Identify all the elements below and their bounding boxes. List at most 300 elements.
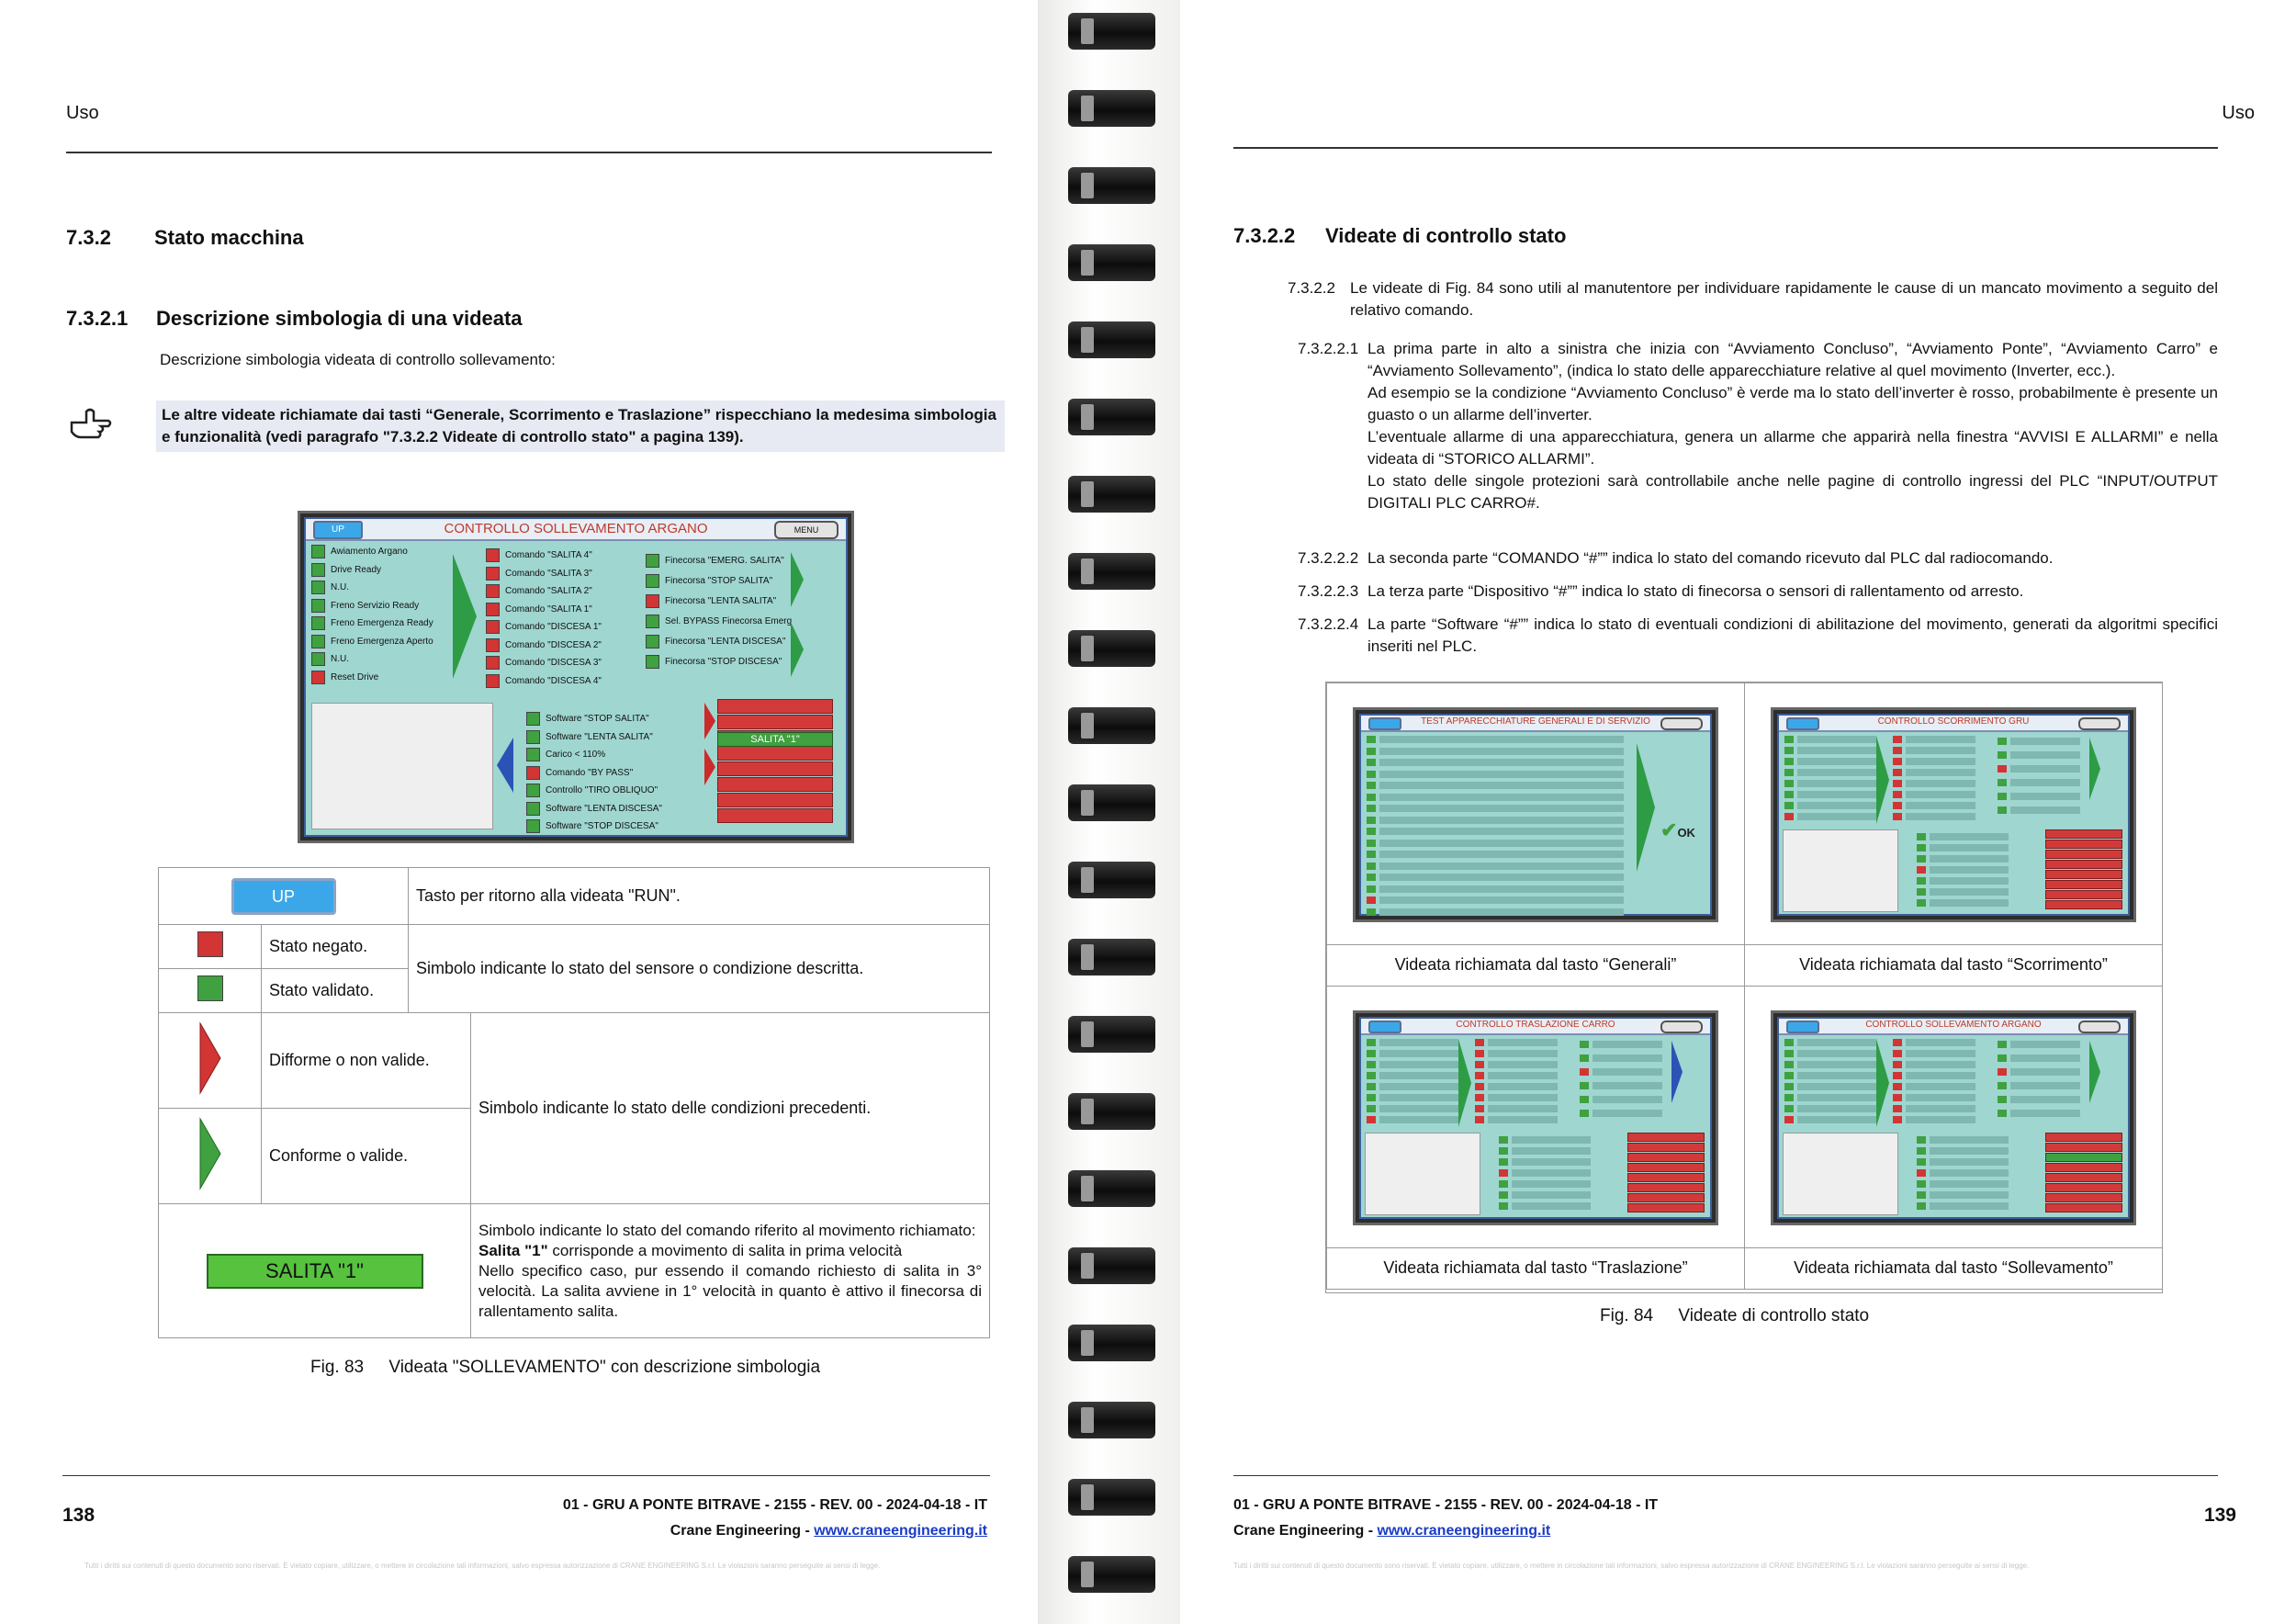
binding-coil (1068, 167, 1155, 204)
hmi-status-row (646, 594, 802, 609)
fig-84-caption (1600, 1306, 1869, 1326)
binding-coil (1068, 1093, 1155, 1130)
footer-rule (62, 1475, 990, 1476)
hmi-row-label: Comando "DISCESA 2" (505, 639, 602, 650)
hmi-row-label: Freno Servizio Ready (331, 600, 420, 611)
screen-cell (1744, 986, 2163, 1290)
paragraph-body (1367, 614, 2218, 658)
mini-limit-row (1580, 1068, 1662, 1076)
left-header: Uso (66, 103, 99, 123)
mini-hmi-panel (1777, 1017, 2130, 1219)
mini-software-row (1917, 844, 2009, 851)
hmi-status-row (311, 652, 449, 667)
hmi-status-row (526, 766, 692, 781)
screen-caption: Videata richiamata dal tasto “Scorrimento” (1799, 955, 2108, 974)
negated-label: Stato negato. (262, 925, 409, 969)
mini-red-bar (2045, 1163, 2122, 1172)
mini-software-row (1917, 866, 2009, 874)
mini-limit-row (1580, 1110, 1662, 1117)
left-header-rule (66, 152, 992, 153)
mini-empty-area (1365, 1133, 1480, 1215)
mini-arrow-green (1876, 736, 1889, 824)
mini-status-row (1367, 1083, 1458, 1090)
mini-status-row (1367, 1105, 1458, 1112)
binding-coil (1068, 630, 1155, 667)
binding-coil (1068, 1479, 1155, 1516)
salita-button-sample: SALITA "1" (207, 1254, 423, 1289)
status-square-icon (526, 766, 540, 780)
hmi-row-label: Comando "SALITA 1" (505, 603, 592, 615)
mini-arrow (2089, 1041, 2100, 1103)
mini-arrow (1671, 1041, 1683, 1103)
paragraph-item (1298, 614, 2218, 658)
mini-status-row (1367, 1061, 1458, 1068)
mini-status-row (1784, 791, 1876, 798)
binding-coil (1068, 1325, 1155, 1361)
mini-red-bar (1627, 1143, 1705, 1152)
status-square-icon (646, 574, 659, 588)
command-desc-rest: corrisponde a movimento di salita in prima velocità (547, 1241, 903, 1259)
mini-red-bar (2045, 870, 2122, 879)
paragraph-extra: Ad esempio se la condizione “Avviamento Concluso” è verde ma lo stato dell’inverter è rosso, probabilmente è presente un guasto o un allarme dell’inverter. (1367, 384, 2218, 423)
hmi-arrow-green (453, 554, 477, 679)
mini-status-row (1367, 748, 1624, 755)
status-square-icon (311, 581, 325, 594)
mini-command-row (1475, 1083, 1558, 1090)
status-square-icon (311, 545, 325, 558)
mini-limit-row (1998, 1054, 2080, 1062)
mini-hmi-screenshot (1771, 707, 2136, 922)
hmi-status-row (646, 655, 802, 670)
binding-coil (1068, 321, 1155, 358)
conforme-label: Conforme o valide. (262, 1109, 471, 1204)
paragraph-extra: L’eventuale allarme di una apparecchiatura, genera un allarme che apparirà nella finestra “AVVISI E ALLARMI” e nella videata di “STORICO ALLARMI”. (1367, 428, 2218, 468)
hmi-red-bar (717, 715, 833, 729)
mini-limit-row (1998, 1041, 2080, 1048)
mini-red-bar (2045, 1153, 2122, 1162)
mini-command-row (1475, 1116, 1558, 1123)
hmi-red-bar (717, 761, 833, 776)
paragraph-number: 7.3.2.2.4 (1298, 615, 1359, 633)
mini-title: CONTROLLO SCORRIMENTO GRU (1877, 716, 2030, 727)
mini-command-row (1475, 1039, 1558, 1046)
screen-caption: Videata richiamata dal tasto “Generali” (1394, 955, 1677, 974)
mini-status-row (1784, 802, 1876, 809)
mini-command-row (1893, 813, 1975, 820)
fig-title: Videate di controllo stato (1678, 1306, 1870, 1325)
hmi-status-row (486, 567, 633, 581)
status-square-icon (526, 784, 540, 797)
hmi-row-label: Comando "SALITA 4" (505, 550, 592, 561)
mini-status-row (1367, 828, 1624, 835)
checkmark-icon: ✔ (1660, 818, 1678, 841)
hmi-row-label: Software "STOP DISCESA" (546, 821, 658, 832)
hmi-row-label: Finecorsa "LENTA DISCESA" (665, 637, 786, 648)
hmi-red-bar (717, 746, 833, 761)
binding-coil (1068, 707, 1155, 744)
paragraph-body (1367, 338, 2218, 514)
paragraph-item (1298, 581, 2218, 603)
mini-command-row (1893, 1072, 1975, 1079)
mini-software-row (1917, 855, 2009, 863)
mini-menu-button (2078, 1021, 2121, 1033)
status-square-icon (486, 656, 500, 670)
mini-limit-row (1998, 765, 2080, 773)
status-square-icon (646, 635, 659, 648)
mini-status-row (1784, 1094, 1876, 1101)
hmi-status-row (526, 819, 692, 834)
mini-title: TEST APPARECCHIATURE GENERALI E DI SERVIZIO (1421, 716, 1650, 727)
hmi-row-label: N.U. (331, 654, 349, 665)
binding-coil (1068, 862, 1155, 898)
status-square-icon (486, 620, 500, 634)
command-desc-line: Simbolo indicante lo stato del comando riferito al movimento richiamato: (478, 1221, 976, 1239)
table-row (159, 1013, 990, 1109)
state-description: Simbolo indicante lo stato del sensore o condizione descritta. (409, 925, 990, 1013)
paragraph-text: La prima parte in alto a sinistra che inizia con “Avviamento Concluso”, “Avviamento Ponte”, “Avviamento Carro” e “Avviamento Sollevamento”, (indica lo stato delle apparecchiature relative al quel movimento (Inverter, ecc.). (1367, 340, 2218, 379)
status-square-icon (526, 819, 540, 833)
status-square-icon (486, 674, 500, 688)
mini-software-row (1499, 1191, 1591, 1199)
mini-status-row (1784, 1050, 1876, 1057)
status-square-icon (311, 671, 325, 684)
hmi-row-label: Finecorsa "STOP DISCESA" (665, 657, 782, 668)
hmi-arrow-green (791, 622, 804, 677)
hmi-row-label: Software "STOP SALITA" (546, 714, 649, 725)
command-description (471, 1204, 990, 1338)
binding-coil (1068, 1016, 1155, 1053)
mini-command-row (1893, 736, 1975, 743)
hmi-panel (304, 517, 848, 837)
mini-command-row (1893, 1105, 1975, 1112)
mini-status-row (1367, 1072, 1458, 1079)
hmi-status-row (486, 603, 633, 617)
hmi-row-label: Comando "DISCESA 4" (505, 675, 602, 686)
hmi-title-bar (306, 519, 846, 541)
hmi-row-label: Comando "SALITA 2" (505, 586, 592, 597)
hmi-row-label: Sel. BYPASS Finecorsa Emerg (665, 616, 793, 627)
mini-hmi-panel (1777, 714, 2130, 916)
mini-limit-row (1998, 793, 2080, 800)
mini-command-row (1475, 1105, 1558, 1112)
right-header: Uso (2222, 103, 2255, 123)
footer-company (1233, 1523, 1550, 1539)
legal-notice: Tutti i diritti sui contenuti di questo documento sono riservati. È vietato copiare, utilizzare, o mettere in circolazione tali informazioni, salvo espressa autorizzazione di CRANE ENGINEERING S.r.l. Le violazioni saranno perseguite ai sensi di legge. (1233, 1562, 2030, 1570)
status-square-icon (526, 802, 540, 816)
mini-software-row (1917, 1180, 2009, 1188)
paragraph-body (1367, 547, 2053, 570)
hmi-empty-area (311, 703, 493, 829)
hmi-status-row (646, 554, 802, 569)
hmi-row-label: Reset Drive (331, 671, 379, 682)
status-square-icon (486, 548, 500, 562)
hmi-up-button: UP (313, 521, 363, 539)
section-number: 7.3.2.1 (66, 307, 129, 330)
binding-coil (1068, 13, 1155, 50)
hmi-red-bar (717, 777, 833, 792)
hmi-status-row (526, 712, 692, 727)
fig-title: Videata "SOLLEVAMENTO" con descrizione simbologia (388, 1358, 821, 1377)
mini-hmi-screenshot (1353, 1010, 1718, 1225)
section-7-3-2-2 (1233, 224, 1566, 248)
mini-red-bar (2045, 1133, 2122, 1142)
mini-status-row (1367, 794, 1624, 801)
mini-status-row (1784, 747, 1876, 754)
mini-status-row (1367, 782, 1624, 789)
note-box: Le altre videate richiamate dai tasti “Generale, Scorrimento e Traslazione” rispecchiano la medesima simbologia e funzionalità (vedi paragrafo "7.3.2.2 Videate di controllo stato" a pagina 139). (156, 400, 1005, 452)
hmi-menu-button: MENU (774, 521, 838, 539)
paragraph-number: 7.3.2.2.1 (1298, 340, 1359, 357)
mini-status-row (1784, 780, 1876, 787)
screen-caption: Videata richiamata dal tasto “Traslazione” (1383, 1258, 1688, 1277)
binding-coil (1068, 1402, 1155, 1438)
mini-command-row (1475, 1050, 1558, 1057)
paragraph-body (1367, 581, 2023, 603)
mini-arrow-green (1876, 1039, 1889, 1127)
conditions-description: Simbolo indicante lo stato delle condizioni precedenti. (471, 1013, 990, 1204)
mini-software-row (1917, 888, 2009, 896)
binding-coil (1068, 1556, 1155, 1593)
mini-software-row (1499, 1180, 1591, 1188)
paragraph-number: 7.3.2.2.2 (1298, 549, 1359, 567)
hmi-row-label: Software "LENTA SALITA" (546, 731, 653, 742)
company-link[interactable]: www.craneengineering.it (814, 1523, 987, 1539)
mini-red-bar (2045, 900, 2122, 909)
status-square-icon (486, 584, 500, 598)
hmi-row-label: Finecorsa "STOP SALITA" (665, 576, 773, 587)
footer-rule (1233, 1475, 2218, 1476)
mini-red-bar (1627, 1203, 1705, 1212)
mini-red-bar (1627, 1193, 1705, 1202)
left-page (0, 0, 1038, 1624)
cell-divider (1327, 944, 1744, 945)
mini-red-bar (2045, 840, 2122, 849)
section-7-3-2-1 (66, 307, 523, 331)
hmi-status-row (311, 635, 449, 649)
status-square-icon (526, 748, 540, 761)
hmi-row-label: Comando "BY PASS" (546, 767, 634, 778)
company-link[interactable]: www.craneengineering.it (1377, 1523, 1551, 1539)
hmi-row-label: Freno Emergenza Aperto (331, 636, 433, 647)
section-title: Descrizione simbologia di una videata (156, 307, 523, 330)
hmi-status-row (311, 599, 449, 614)
status-square-icon (486, 567, 500, 581)
mini-software-row (1917, 899, 2009, 907)
mini-menu-button (1660, 1021, 1703, 1033)
mini-software-row (1499, 1136, 1591, 1144)
mini-hmi-panel (1359, 714, 1712, 916)
mini-limit-row (1998, 1096, 2080, 1103)
hmi-row-label: Comando "SALITA 3" (505, 568, 592, 579)
mini-command-row (1893, 747, 1975, 754)
footer-title: 01 - GRU A PONTE BITRAVE - 2155 - REV. 00 - 2024-04-18 - IT (562, 1497, 987, 1513)
command-desc-bold: Salita "1" (478, 1241, 548, 1259)
hmi-status-row (311, 563, 449, 578)
status-square-icon (646, 554, 659, 568)
mini-title-bar (1779, 1019, 2128, 1035)
hmi-status-row (526, 748, 692, 762)
mini-red-bar (2045, 1183, 2122, 1192)
mini-software-row (1917, 833, 2009, 840)
mini-command-row (1893, 1050, 1975, 1057)
hmi-arrow-red (704, 749, 715, 785)
mini-red-bar (1627, 1153, 1705, 1162)
red-square-icon (197, 931, 223, 957)
paragraph-extra: Lo stato delle singole protezioni sarà controllabile anche nelle pagine di controllo ingressi del PLC “INPUT/OUTPUT DIGITALI PLC CARRO#. (1367, 472, 2218, 512)
paragraph-text: La seconda parte “COMANDO “#”” indica lo stato del comando ricevuto dal PLC dal radiocomando. (1367, 549, 2054, 567)
status-square-icon (646, 655, 659, 669)
paragraph-item (1288, 277, 2218, 321)
mini-software-row (1917, 1191, 2009, 1199)
mini-hmi-screenshot (1771, 1010, 2136, 1225)
mini-title: CONTROLLO TRASLAZIONE CARRO (1456, 1020, 1615, 1030)
hmi-arrow-red (704, 703, 715, 739)
mini-red-bar (2045, 829, 2122, 839)
mini-limit-row (1580, 1082, 1662, 1089)
paragraph-text: La terza parte “Dispositivo “#”” indica lo stato di finecorsa o sensori di rallentamento od arresto. (1367, 582, 2024, 600)
hmi-status-row (311, 545, 449, 559)
page-number: 138 (62, 1505, 96, 1526)
green-arrow-icon (197, 1117, 224, 1190)
mini-limit-row (1998, 779, 2080, 786)
binding-coil (1068, 90, 1155, 127)
mini-status-row (1784, 736, 1876, 743)
mini-command-row (1475, 1072, 1558, 1079)
up-button-sample: UP (231, 878, 336, 915)
cell-divider (1327, 1247, 1744, 1248)
mini-menu-button (2078, 717, 2121, 730)
hmi-salita-bar: SALITA "1" (717, 732, 833, 747)
command-desc-line: Nello specifico caso, pur essendo il comando richiesto di salita in 3° velocità. La salita avviene in 1° velocità in quanto è attivo il finecorsa di rallentamento salita. (478, 1261, 982, 1320)
mini-title-bar (1361, 716, 1710, 732)
section-title: Videate di controllo stato (1325, 224, 1567, 247)
mini-limit-row (1580, 1041, 1662, 1048)
mini-status-row (1367, 817, 1624, 824)
hmi-status-row (486, 656, 633, 671)
red-arrow-icon (197, 1021, 224, 1095)
status-square-icon (311, 635, 325, 648)
hmi-status-row (486, 638, 633, 653)
table-row (159, 1204, 990, 1338)
hmi-row-label: Finecorsa "EMERG. SALITA" (665, 556, 784, 567)
cell-divider (1745, 1247, 2162, 1248)
hmi-red-bar (717, 699, 833, 714)
hmi-status-row (311, 616, 449, 631)
intro-text: Descrizione simbologia videata di controllo sollevamento: (160, 351, 556, 368)
hmi-row-label: Awiamento Argano (331, 547, 408, 558)
mini-software-row (1499, 1202, 1591, 1210)
mini-status-row (1367, 840, 1624, 847)
mini-arrow-green (1458, 1039, 1471, 1127)
footer-company (670, 1523, 987, 1539)
hmi-status-row (486, 620, 633, 635)
mini-status-row (1367, 1094, 1458, 1101)
mini-red-bar (2045, 1143, 2122, 1152)
ok-checkmark-icon (1660, 818, 1695, 842)
mini-limit-row (1998, 806, 2080, 814)
mini-limit-row (1998, 1110, 2080, 1117)
mini-red-bar (1627, 1133, 1705, 1142)
status-square-icon (646, 615, 659, 628)
hmi-row-label: Drive Ready (331, 564, 382, 575)
mini-software-row (1499, 1158, 1591, 1166)
hmi-arrow-green (791, 552, 804, 607)
status-square-icon (646, 594, 659, 608)
hmi-row-label: Comando "DISCESA 3" (505, 658, 602, 669)
hmi-status-row (486, 584, 633, 599)
mini-title-bar (1779, 716, 2128, 732)
mini-limit-row (1580, 1054, 1662, 1062)
footer-title: 01 - GRU A PONTE BITRAVE - 2155 - REV. 00 - 2024-04-18 - IT (1233, 1497, 1659, 1513)
mini-status-row (1367, 759, 1624, 766)
hmi-arrow-blue (497, 738, 513, 793)
binding-coil (1068, 399, 1155, 435)
mini-red-bar (2045, 850, 2122, 859)
paragraph-text: Le videate di Fig. 84 sono utili al manutentore per individuare rapidamente le cause di un mancato movimento a seguito del relativo comando. (1350, 279, 2218, 319)
mini-red-bar (2045, 880, 2122, 889)
hmi-title: CONTROLLO SOLLEVAMENTO ARGANO (444, 521, 708, 536)
binding-coil (1068, 939, 1155, 976)
hmi-row-label: Finecorsa "LENTA SALITA" (665, 596, 777, 607)
mini-status-row (1784, 813, 1876, 820)
hmi-status-row (526, 784, 692, 798)
status-square-icon (526, 730, 540, 744)
mini-status-row (1784, 758, 1876, 765)
mini-status-row (1784, 769, 1876, 776)
hmi-status-row (486, 548, 633, 563)
mini-command-row (1893, 758, 1975, 765)
section-number: 7.3.2.2 (1233, 224, 1296, 247)
mini-software-row (1917, 1147, 2009, 1155)
mini-red-bar (2045, 1203, 2122, 1212)
mini-limit-row (1580, 1096, 1662, 1103)
mini-status-row (1367, 885, 1624, 893)
mini-status-row (1367, 1050, 1458, 1057)
mini-status-row (1784, 1116, 1876, 1123)
mini-software-row (1499, 1169, 1591, 1177)
binding-coil (1068, 244, 1155, 281)
binding-coil (1068, 1170, 1155, 1207)
mini-red-bar (2045, 1193, 2122, 1202)
section-7-3-2 (66, 226, 304, 250)
mini-red-bar (1627, 1183, 1705, 1192)
mini-command-row (1893, 1083, 1975, 1090)
mini-status-row (1784, 1061, 1876, 1068)
mini-software-row (1499, 1147, 1591, 1155)
mini-status-row (1784, 1083, 1876, 1090)
mini-red-bar (2045, 1173, 2122, 1182)
pointing-hand-icon (68, 404, 114, 445)
mini-software-row (1917, 1169, 2009, 1177)
hmi-status-row (526, 730, 692, 745)
binding-coil (1068, 553, 1155, 590)
mini-status-row (1367, 805, 1624, 812)
mini-command-row (1893, 1116, 1975, 1123)
hmi-row-label: Software "LENTA DISCESA" (546, 803, 662, 814)
mini-status-row (1784, 1039, 1876, 1046)
hmi-row-label: Freno Emergenza Ready (331, 618, 433, 629)
mini-red-bar (2045, 890, 2122, 899)
mini-software-row (1917, 1158, 2009, 1166)
paragraph-number: 7.3.2.2.3 (1298, 582, 1359, 600)
mini-command-row (1893, 791, 1975, 798)
mini-command-row (1893, 1039, 1975, 1046)
status-square-icon (311, 599, 325, 613)
company-name: Crane Engineering - (1233, 1523, 1378, 1539)
mini-command-row (1475, 1061, 1558, 1068)
hmi-status-row (311, 671, 449, 685)
mini-command-row (1893, 1094, 1975, 1101)
